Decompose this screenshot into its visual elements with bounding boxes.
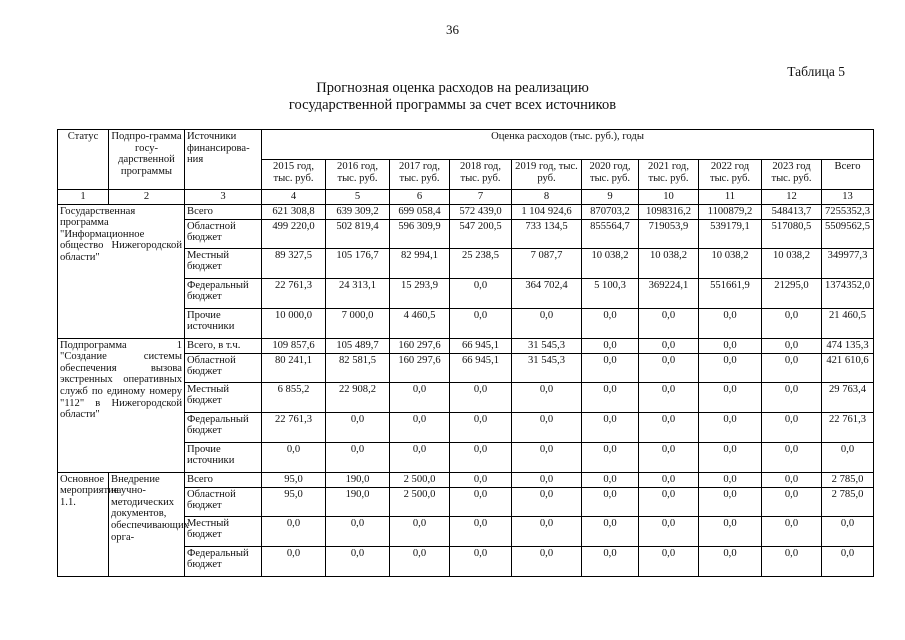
value-cell: 0,0 (450, 442, 512, 472)
value-cell: 5 100,3 (582, 278, 639, 308)
header-year: 2019 год, тыс. руб. (512, 160, 582, 190)
source-cell: Федеральный бюджет (185, 278, 262, 308)
value-cell: 0,0 (390, 442, 450, 472)
value-cell: 95,0 (262, 472, 326, 487)
value-cell: 0,0 (762, 338, 822, 353)
title-line-2: государственной программы за счет всех источников (288, 97, 617, 113)
forecast-table (57, 129, 874, 577)
total-cell: 7255352,3 (822, 204, 874, 219)
value-cell: 539179,1 (699, 219, 762, 248)
total-cell: 21 460,5 (822, 308, 874, 338)
total-cell: 5509562,5 (822, 219, 874, 248)
total-cell: 421 610,6 (822, 353, 874, 382)
value-cell: 105 176,7 (326, 248, 390, 278)
header-estimate: Оценка расходов (тыс. руб.), годы (262, 130, 874, 160)
column-number: 13 (822, 190, 874, 205)
column-number: 11 (699, 190, 762, 205)
status-cell: Подпрограмма 1 "Создание системы обеспечения вызова экстренных оперативных служб по единому номеру "112" в Нижегородской области" (58, 338, 185, 472)
title-line-1: Прогнозная оценка расходов на реализацию (316, 80, 589, 96)
value-cell: 0,0 (390, 546, 450, 576)
header-year: 2020 год, тыс. руб. (582, 160, 639, 190)
header-total: Всего (822, 160, 874, 190)
value-cell: 190,0 (326, 472, 390, 487)
total-cell: 1374352,0 (822, 278, 874, 308)
source-cell: Прочие источники (185, 442, 262, 472)
table-row (58, 204, 874, 219)
value-cell: 0,0 (762, 412, 822, 442)
value-cell: 0,0 (450, 546, 512, 576)
source-cell: Всего (185, 472, 262, 487)
value-cell: 0,0 (262, 442, 326, 472)
value-cell: 0,0 (762, 308, 822, 338)
value-cell: 0,0 (262, 516, 326, 546)
value-cell: 0,0 (512, 308, 582, 338)
value-cell: 10 038,2 (639, 248, 699, 278)
value-cell: 0,0 (639, 412, 699, 442)
value-cell: 0,0 (390, 382, 450, 412)
total-cell: 2 785,0 (822, 487, 874, 516)
source-cell: Областной бюджет (185, 219, 262, 248)
column-number: 8 (512, 190, 582, 205)
value-cell: 25 238,5 (450, 248, 512, 278)
value-cell: 0,0 (639, 308, 699, 338)
value-cell: 0,0 (390, 516, 450, 546)
value-cell: 0,0 (639, 487, 699, 516)
column-number: 5 (326, 190, 390, 205)
value-cell: 0,0 (699, 412, 762, 442)
value-cell: 0,0 (639, 353, 699, 382)
value-cell: 160 297,6 (390, 338, 450, 353)
value-cell: 22 761,3 (262, 412, 326, 442)
value-cell: 31 545,3 (512, 338, 582, 353)
value-cell: 15 293,9 (390, 278, 450, 308)
header-year: 2016 год, тыс. руб. (326, 160, 390, 190)
value-cell: 0,0 (699, 353, 762, 382)
subprogram-cell: Внедрение научно-методических документов, обеспечивающих орга- (109, 472, 185, 576)
value-cell: 10 000,0 (262, 308, 326, 338)
value-cell: 621 308,8 (262, 204, 326, 219)
value-cell: 82 994,1 (390, 248, 450, 278)
value-cell: 517080,5 (762, 219, 822, 248)
value-cell: 1 104 924,6 (512, 204, 582, 219)
value-cell: 190,0 (326, 487, 390, 516)
table-label: Таблица 5 (787, 64, 845, 79)
value-cell: 7 087,7 (512, 248, 582, 278)
status-cell: Основное мероприятие 1.1. (58, 472, 109, 576)
value-cell: 0,0 (639, 382, 699, 412)
value-cell: 82 581,5 (326, 353, 390, 382)
total-cell: 0,0 (822, 516, 874, 546)
value-cell: 0,0 (390, 412, 450, 442)
value-cell: 0,0 (326, 412, 390, 442)
value-cell: 66 945,1 (450, 353, 512, 382)
value-cell: 0,0 (762, 472, 822, 487)
value-cell: 0,0 (582, 338, 639, 353)
total-cell: 0,0 (822, 442, 874, 472)
value-cell: 0,0 (699, 487, 762, 516)
header-year: 2022 год тыс. руб. (699, 160, 762, 190)
header-subprogram: Подпро-грамма госу-дарственной программы (109, 130, 185, 190)
value-cell: 0,0 (450, 278, 512, 308)
total-cell: 22 761,3 (822, 412, 874, 442)
column-number: 6 (390, 190, 450, 205)
value-cell: 0,0 (512, 487, 582, 516)
table-row (58, 472, 874, 487)
header-year: 2018 год, тыс. руб. (450, 160, 512, 190)
source-cell: Местный бюджет (185, 248, 262, 278)
value-cell: 0,0 (639, 546, 699, 576)
value-cell: 699 058,4 (390, 204, 450, 219)
value-cell: 0,0 (582, 472, 639, 487)
value-cell: 870703,2 (582, 204, 639, 219)
value-cell: 22 908,2 (326, 382, 390, 412)
value-cell: 0,0 (762, 487, 822, 516)
value-cell: 89 327,5 (262, 248, 326, 278)
column-number: 9 (582, 190, 639, 205)
value-cell: 160 297,6 (390, 353, 450, 382)
header-year: 2015 год, тыс. руб. (262, 160, 326, 190)
value-cell: 0,0 (699, 382, 762, 412)
value-cell: 109 857,6 (262, 338, 326, 353)
document-title (0, 80, 905, 114)
value-cell: 572 439,0 (450, 204, 512, 219)
value-cell: 551661,9 (699, 278, 762, 308)
column-number: 4 (262, 190, 326, 205)
value-cell: 0,0 (762, 382, 822, 412)
value-cell: 1100879,2 (699, 204, 762, 219)
total-cell: 0,0 (822, 546, 874, 576)
value-cell: 548413,7 (762, 204, 822, 219)
value-cell: 0,0 (699, 338, 762, 353)
value-cell: 22 761,3 (262, 278, 326, 308)
column-number: 12 (762, 190, 822, 205)
header-year: 2017 год, тыс. руб. (390, 160, 450, 190)
source-cell: Федеральный бюджет (185, 412, 262, 442)
total-cell: 2 785,0 (822, 472, 874, 487)
value-cell: 0,0 (450, 308, 512, 338)
header-status: Статус (58, 130, 109, 190)
total-cell: 29 763,4 (822, 382, 874, 412)
value-cell: 95,0 (262, 487, 326, 516)
value-cell: 10 038,2 (582, 248, 639, 278)
value-cell: 0,0 (582, 516, 639, 546)
source-cell: Местный бюджет (185, 516, 262, 546)
value-cell: 1098316,2 (639, 204, 699, 219)
value-cell: 502 819,4 (326, 219, 390, 248)
value-cell: 733 134,5 (512, 219, 582, 248)
value-cell: 0,0 (262, 546, 326, 576)
value-cell: 0,0 (512, 382, 582, 412)
table-row (58, 338, 874, 353)
value-cell: 639 309,2 (326, 204, 390, 219)
value-cell: 0,0 (582, 412, 639, 442)
header-sources: Источники финансирова-ния (185, 130, 262, 190)
value-cell: 10 038,2 (762, 248, 822, 278)
value-cell: 0,0 (639, 442, 699, 472)
value-cell: 0,0 (699, 308, 762, 338)
header-year: 2021 год, тыс. руб. (639, 160, 699, 190)
value-cell: 0,0 (326, 516, 390, 546)
value-cell: 105 489,7 (326, 338, 390, 353)
value-cell: 0,0 (699, 516, 762, 546)
value-cell: 10 038,2 (699, 248, 762, 278)
status-cell: Государственная программа "Информационное общество Нижегородской области" (58, 204, 185, 338)
total-cell: 474 135,3 (822, 338, 874, 353)
value-cell: 547 200,5 (450, 219, 512, 248)
value-cell: 2 500,0 (390, 487, 450, 516)
source-cell: Местный бюджет (185, 382, 262, 412)
value-cell: 0,0 (762, 442, 822, 472)
value-cell: 0,0 (762, 546, 822, 576)
value-cell: 6 855,2 (262, 382, 326, 412)
value-cell: 0,0 (699, 472, 762, 487)
column-number: 2 (109, 190, 185, 205)
value-cell: 0,0 (450, 382, 512, 412)
value-cell: 0,0 (639, 338, 699, 353)
value-cell: 0,0 (326, 546, 390, 576)
value-cell: 0,0 (512, 516, 582, 546)
value-cell: 0,0 (582, 546, 639, 576)
value-cell: 66 945,1 (450, 338, 512, 353)
column-number: 10 (639, 190, 699, 205)
value-cell: 0,0 (699, 442, 762, 472)
value-cell: 0,0 (582, 382, 639, 412)
value-cell: 719053,9 (639, 219, 699, 248)
value-cell: 0,0 (582, 308, 639, 338)
column-number: 1 (58, 190, 109, 205)
value-cell: 596 309,9 (390, 219, 450, 248)
value-cell: 499 220,0 (262, 219, 326, 248)
value-cell: 0,0 (639, 472, 699, 487)
value-cell: 0,0 (326, 442, 390, 472)
source-cell: Федеральный бюджет (185, 546, 262, 576)
value-cell: 0,0 (582, 353, 639, 382)
value-cell: 0,0 (582, 442, 639, 472)
value-cell: 24 313,1 (326, 278, 390, 308)
column-number: 3 (185, 190, 262, 205)
value-cell: 0,0 (512, 412, 582, 442)
value-cell: 4 460,5 (390, 308, 450, 338)
value-cell: 0,0 (512, 442, 582, 472)
total-cell: 349977,3 (822, 248, 874, 278)
value-cell: 0,0 (699, 546, 762, 576)
value-cell: 0,0 (582, 487, 639, 516)
source-cell: Всего (185, 204, 262, 219)
source-cell: Областной бюджет (185, 487, 262, 516)
value-cell: 21295,0 (762, 278, 822, 308)
value-cell: 0,0 (450, 516, 512, 546)
value-cell: 0,0 (450, 412, 512, 442)
source-cell: Прочие источники (185, 308, 262, 338)
column-number: 7 (450, 190, 512, 205)
value-cell: 0,0 (512, 472, 582, 487)
value-cell: 855564,7 (582, 219, 639, 248)
value-cell: 0,0 (512, 546, 582, 576)
page-number: 36 (446, 22, 459, 37)
source-cell: Всего, в т.ч. (185, 338, 262, 353)
value-cell: 369224,1 (639, 278, 699, 308)
source-cell: Областной бюджет (185, 353, 262, 382)
value-cell: 7 000,0 (326, 308, 390, 338)
value-cell: 0,0 (450, 472, 512, 487)
value-cell: 0,0 (639, 516, 699, 546)
value-cell: 31 545,3 (512, 353, 582, 382)
value-cell: 0,0 (762, 353, 822, 382)
value-cell: 0,0 (762, 516, 822, 546)
header-year: 2023 год тыс. руб. (762, 160, 822, 190)
value-cell: 80 241,1 (262, 353, 326, 382)
value-cell: 2 500,0 (390, 472, 450, 487)
value-cell: 364 702,4 (512, 278, 582, 308)
value-cell: 0,0 (450, 487, 512, 516)
